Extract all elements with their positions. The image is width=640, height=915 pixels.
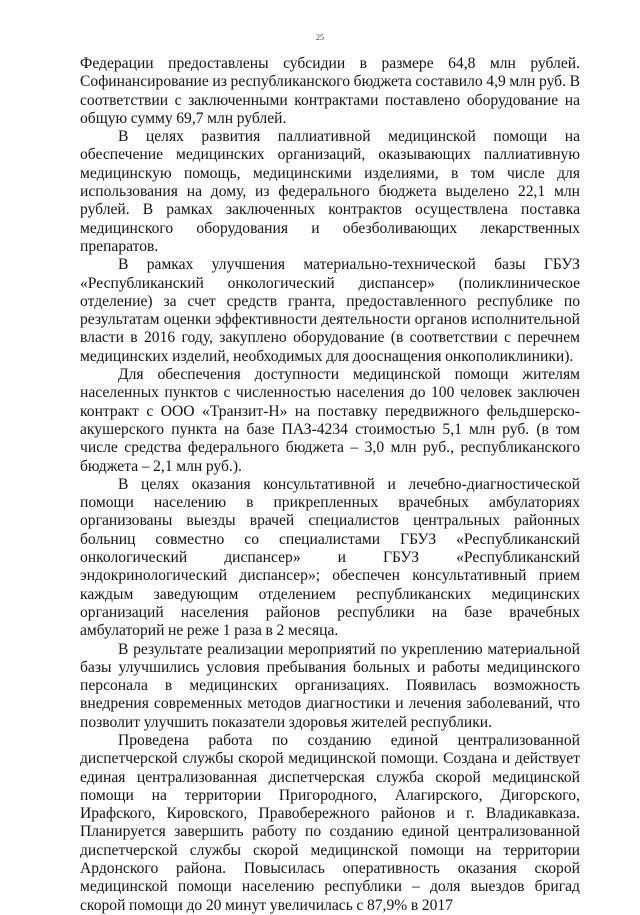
paragraph-oncology-dispensary: В рамках улучшения материально-технической базы ГБУЗ «Республиканский онкологический диспансер» (поликлиническое отделение) за счет средств гранта, предоставленного республике по результатам оценки эффективности деятельности органов исполнительной власти в 2016 году, закуплено оборудование (в соответствии с перечнем медицинских изделий, необходимых для дооснащения онкополиклиники).: [80, 256, 580, 365]
paragraph-consultative-visits: В целях оказания консультативной и лечебно-диагностической помощи населению в прикрепленных врачебных амбулаториях организованы выезды врачей специалистов центральных районных больниц совместно со специалистами ГБУЗ «Республиканский онкологический диспансер» и ГБУЗ «Республиканский эндокринологический диспансер»; обеспечен консультативный прием каждым заведующим отделением республиканских медицинских организаций населения районов республики на базе врачебных амбулаторий не реже 1 раза в 2 месяца.: [80, 475, 580, 640]
paragraph-results: В результате реализации мероприятий по укреплению материальной базы улучшились условия пребывания больных и работы медицинского персонала в медицинских организациях. Появилась возможность внедрения современных методов диагностики и лечения заболеваний, что позволит улучшить показатели здоровья жителей республики.: [80, 640, 580, 731]
paragraph-palliative-care: В целях развития паллиативной медицинской помощи на обеспечение медицинских организаций, оказывающих паллиативную медицинскую помощь, медицинскими изделиями, в том числе для использования на дому, из федерального бюджета выделено 22,1 млн рублей. В рамках заключенных контрактов осуществлена поставка медицинского оборудования и обезболивающих лекарственных препаратов.: [80, 128, 580, 255]
document-body: [80, 55, 580, 915]
paragraph-subsidies-continuation: Федерации предоставлены субсидии в размере 64,8 млн рублей. Софинансирование из республиканского бюджета составило 4,9 млн руб. В соответствии с заключенными контрактами поставлено оборудование на общую сумму 69,7 млн рублей.: [80, 55, 580, 127]
page-number: 25: [316, 33, 324, 42]
paragraph-dispatch-service: Проведена работа по созданию единой централизованной диспетчерской службы скорой медицинской помощи. Создана и действует единая централизованная диспетчерская служба скорой медицинской помощи на территории Пригородного, Алагирского, Дигорского, Ирафского, Кировского, Правобережного районов и г. Владикавказа. Планируется завершить работу по созданию единой централизованной диспетчерской службы скорой медицинской помощи на территории Ардонского района. Повысилась оперативность оказания скорой медицинской помощи населению республики – доля выездов бригад скорой помощи до 20 минут увеличилась с 87,9% в 2017: [80, 731, 580, 914]
paragraph-mobile-feldsher-point: Для обеспечения доступности медицинской помощи жителям населенных пунктов с численностью населения до 100 человек заключен контракт с ООО «Транзит-Н» на поставку передвижного фельдшерско-акушерского пункта на базе ПАЗ-4234 стоимостью 5,1 млн руб. (в том числе средства федерального бюджета – 3,0 млн руб., республиканского бюджета – 2,1 млн руб.).: [80, 366, 580, 475]
